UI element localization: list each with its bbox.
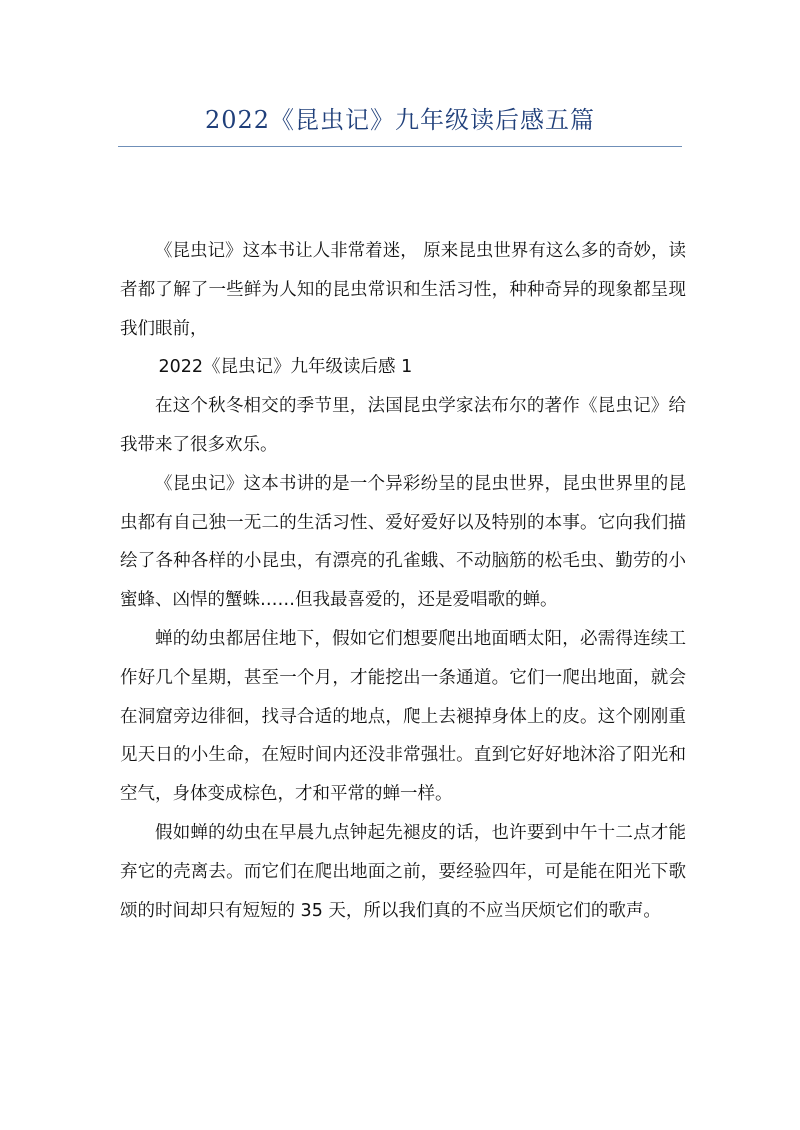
section-heading: 2022《昆虫记》九年级读后感 1 (158, 357, 413, 378)
body-paragraph: 在这个秋冬相交的季节里，法国昆虫学家法布尔的著作《昆虫记》给我带来了很多欢乐。 (120, 396, 686, 455)
body-paragraph: 假如蝉的幼虫在早晨九点钟起先褪皮的话，也许要到中午十二点才能弃它的壳离去。而它们在爬出地面之前，要经验四年，可是能在阳光下歌颂的时间却只有短短的 35 天，所以我们真的不应当厌烦它们的歌声。 (120, 822, 686, 921)
document-body (120, 232, 686, 930)
title-underline (118, 146, 682, 147)
body-paragraph: 蝉的幼虫都居住地下，假如它们想要爬出地面晒太阳，必需得连续工作好几个星期，甚至一个月，才能挖出一条通道。它们一爬出地面，就会在洞窟旁边徘徊，找寻合适的地点，爬上去褪掉身体上的皮。这个刚刚重见天日的小生命，在短时间内还没非常强壮。直到它好好地沐浴了阳光和空气，身体变成棕色，才和平常的蝉一样。 (120, 628, 686, 805)
page-title: 2022《昆虫记》九年级读后感五篇 (204, 106, 596, 134)
body-paragraph: 《昆虫记》这本书讲的是一个异彩纷呈的昆虫世界，昆虫世界里的昆虫都有自己独一无二的生活习性、爱好爱好以及特别的本事。它向我们描绘了各种各样的小昆虫，有漂亮的孔雀蛾、不动脑筋的松毛虫、勤劳的小蜜蜂、凶悍的蟹蛛……但我最喜爱的，还是爱唱歌的蝉。 (120, 473, 686, 611)
intro-paragraph: 《昆虫记》这本书让人非常着迷， 原来昆虫世界有这么多的奇妙，读者都了解了一些鲜为人知的昆虫常识和生活习性，种种奇异的现象都呈现我们眼前， (120, 241, 686, 339)
